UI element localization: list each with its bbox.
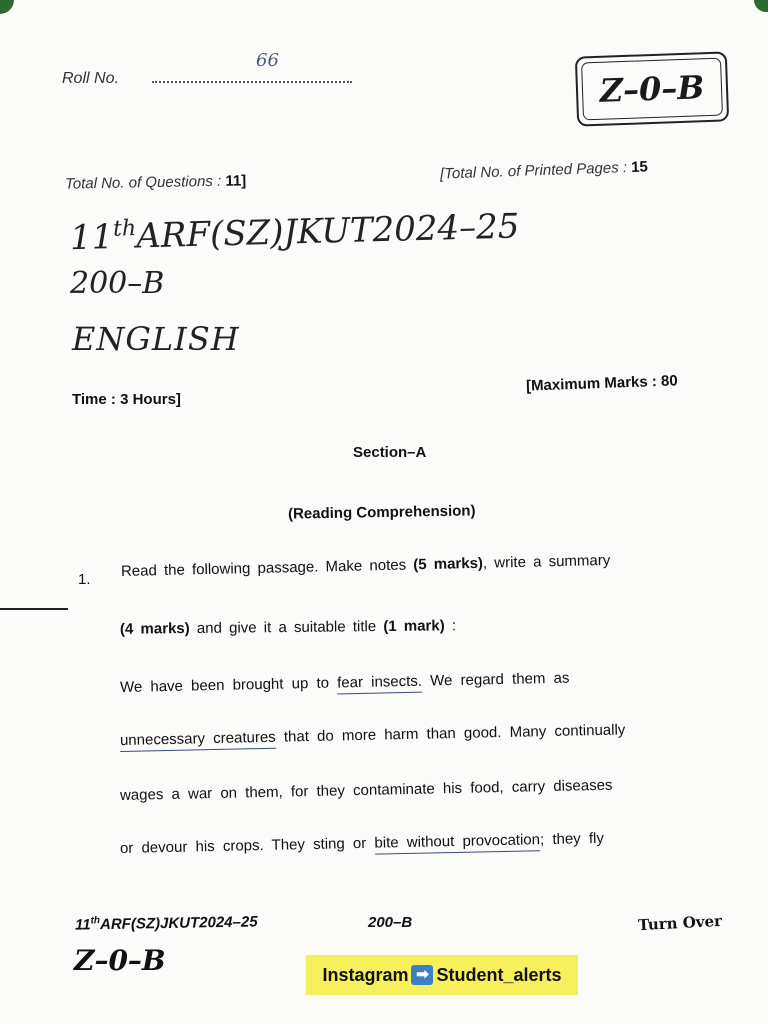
banner-handle: Student_alerts [436, 964, 562, 985]
corner-shadow [754, 0, 768, 12]
passage-text: ; they fly [539, 829, 605, 849]
roll-number-label: Roll No. [62, 70, 119, 87]
total-questions [65, 172, 247, 192]
exam-code-rest: ARF(SZ)JKUT2024–25 [135, 206, 520, 257]
section-heading: Section–A [353, 444, 427, 461]
footer-code-prefix: 11 [74, 916, 91, 934]
passage-text: We regard them as [421, 669, 570, 690]
instruction-text: , write a summary [482, 551, 611, 572]
subject-title: ENGLISH [72, 320, 240, 358]
roll-number-field [152, 80, 352, 83]
footer-code-rest: ARF(SZ)JKUT2024–25 [99, 913, 258, 934]
total-questions-value: 11] [225, 172, 247, 190]
passage-line [120, 720, 698, 749]
footer-paper-code: 200–B [368, 914, 413, 931]
exam-code-sup: th [112, 216, 137, 242]
time-allowed: Time : 3 Hours] [72, 391, 181, 408]
question-instruction-line [120, 617, 456, 638]
instruction-text: : [444, 617, 457, 635]
total-pages-value: 15 [630, 158, 649, 176]
instruction-marks: (1 mark) [383, 617, 445, 636]
question-instruction-line [121, 550, 691, 580]
passage-line [120, 667, 698, 696]
paper-code: 200–B [70, 266, 165, 301]
footer-exam-code [75, 912, 258, 933]
banner-prefix: Instagram [322, 964, 409, 985]
arrow-right-icon: ➡ [411, 965, 433, 985]
roll-number-handwritten: 66 [256, 50, 279, 71]
total-pages [440, 158, 648, 182]
passage-text: We have been brought up to [119, 674, 338, 696]
instruction-text: Read the following passage. Make notes [120, 556, 414, 580]
corner-shadow [0, 0, 14, 14]
passage-line [120, 828, 698, 857]
maximum-marks: [Maximum Marks : 80 [525, 372, 678, 395]
margin-line [0, 608, 68, 610]
section-subtitle: (Reading Comprehension) [287, 502, 476, 523]
question-number: 1. [78, 571, 91, 588]
passage-text: or devour his crops. They sting or [119, 834, 375, 857]
passage-line: wages a war on them, for they contaminate his food, carry diseases [119, 776, 613, 804]
exam-code [70, 206, 520, 258]
underlined-text: unnecessary creatures [120, 729, 276, 752]
total-pages-label: [Total No. of Printed Pages : [439, 159, 628, 183]
exam-code-prefix: 11 [69, 217, 114, 259]
footer-code-sup: th [90, 915, 101, 927]
footer-set-code: Z–0–B [74, 944, 166, 977]
passage-text: that do more harm than good. Many continually [275, 721, 626, 746]
instruction-text: and give it a suitable title [189, 618, 384, 638]
underlined-text: fear insects. [337, 673, 422, 695]
instruction-marks: (4 marks) [119, 620, 190, 638]
total-questions-label: Total No. of Questions : [64, 172, 222, 193]
underlined-text: bite without provocation [374, 831, 540, 854]
turn-over-label: Turn Over [637, 911, 723, 935]
set-code-box [575, 51, 729, 126]
instruction-marks: (5 marks) [413, 554, 484, 574]
instagram-banner [306, 955, 578, 995]
set-code: Z–0–B [581, 58, 723, 121]
